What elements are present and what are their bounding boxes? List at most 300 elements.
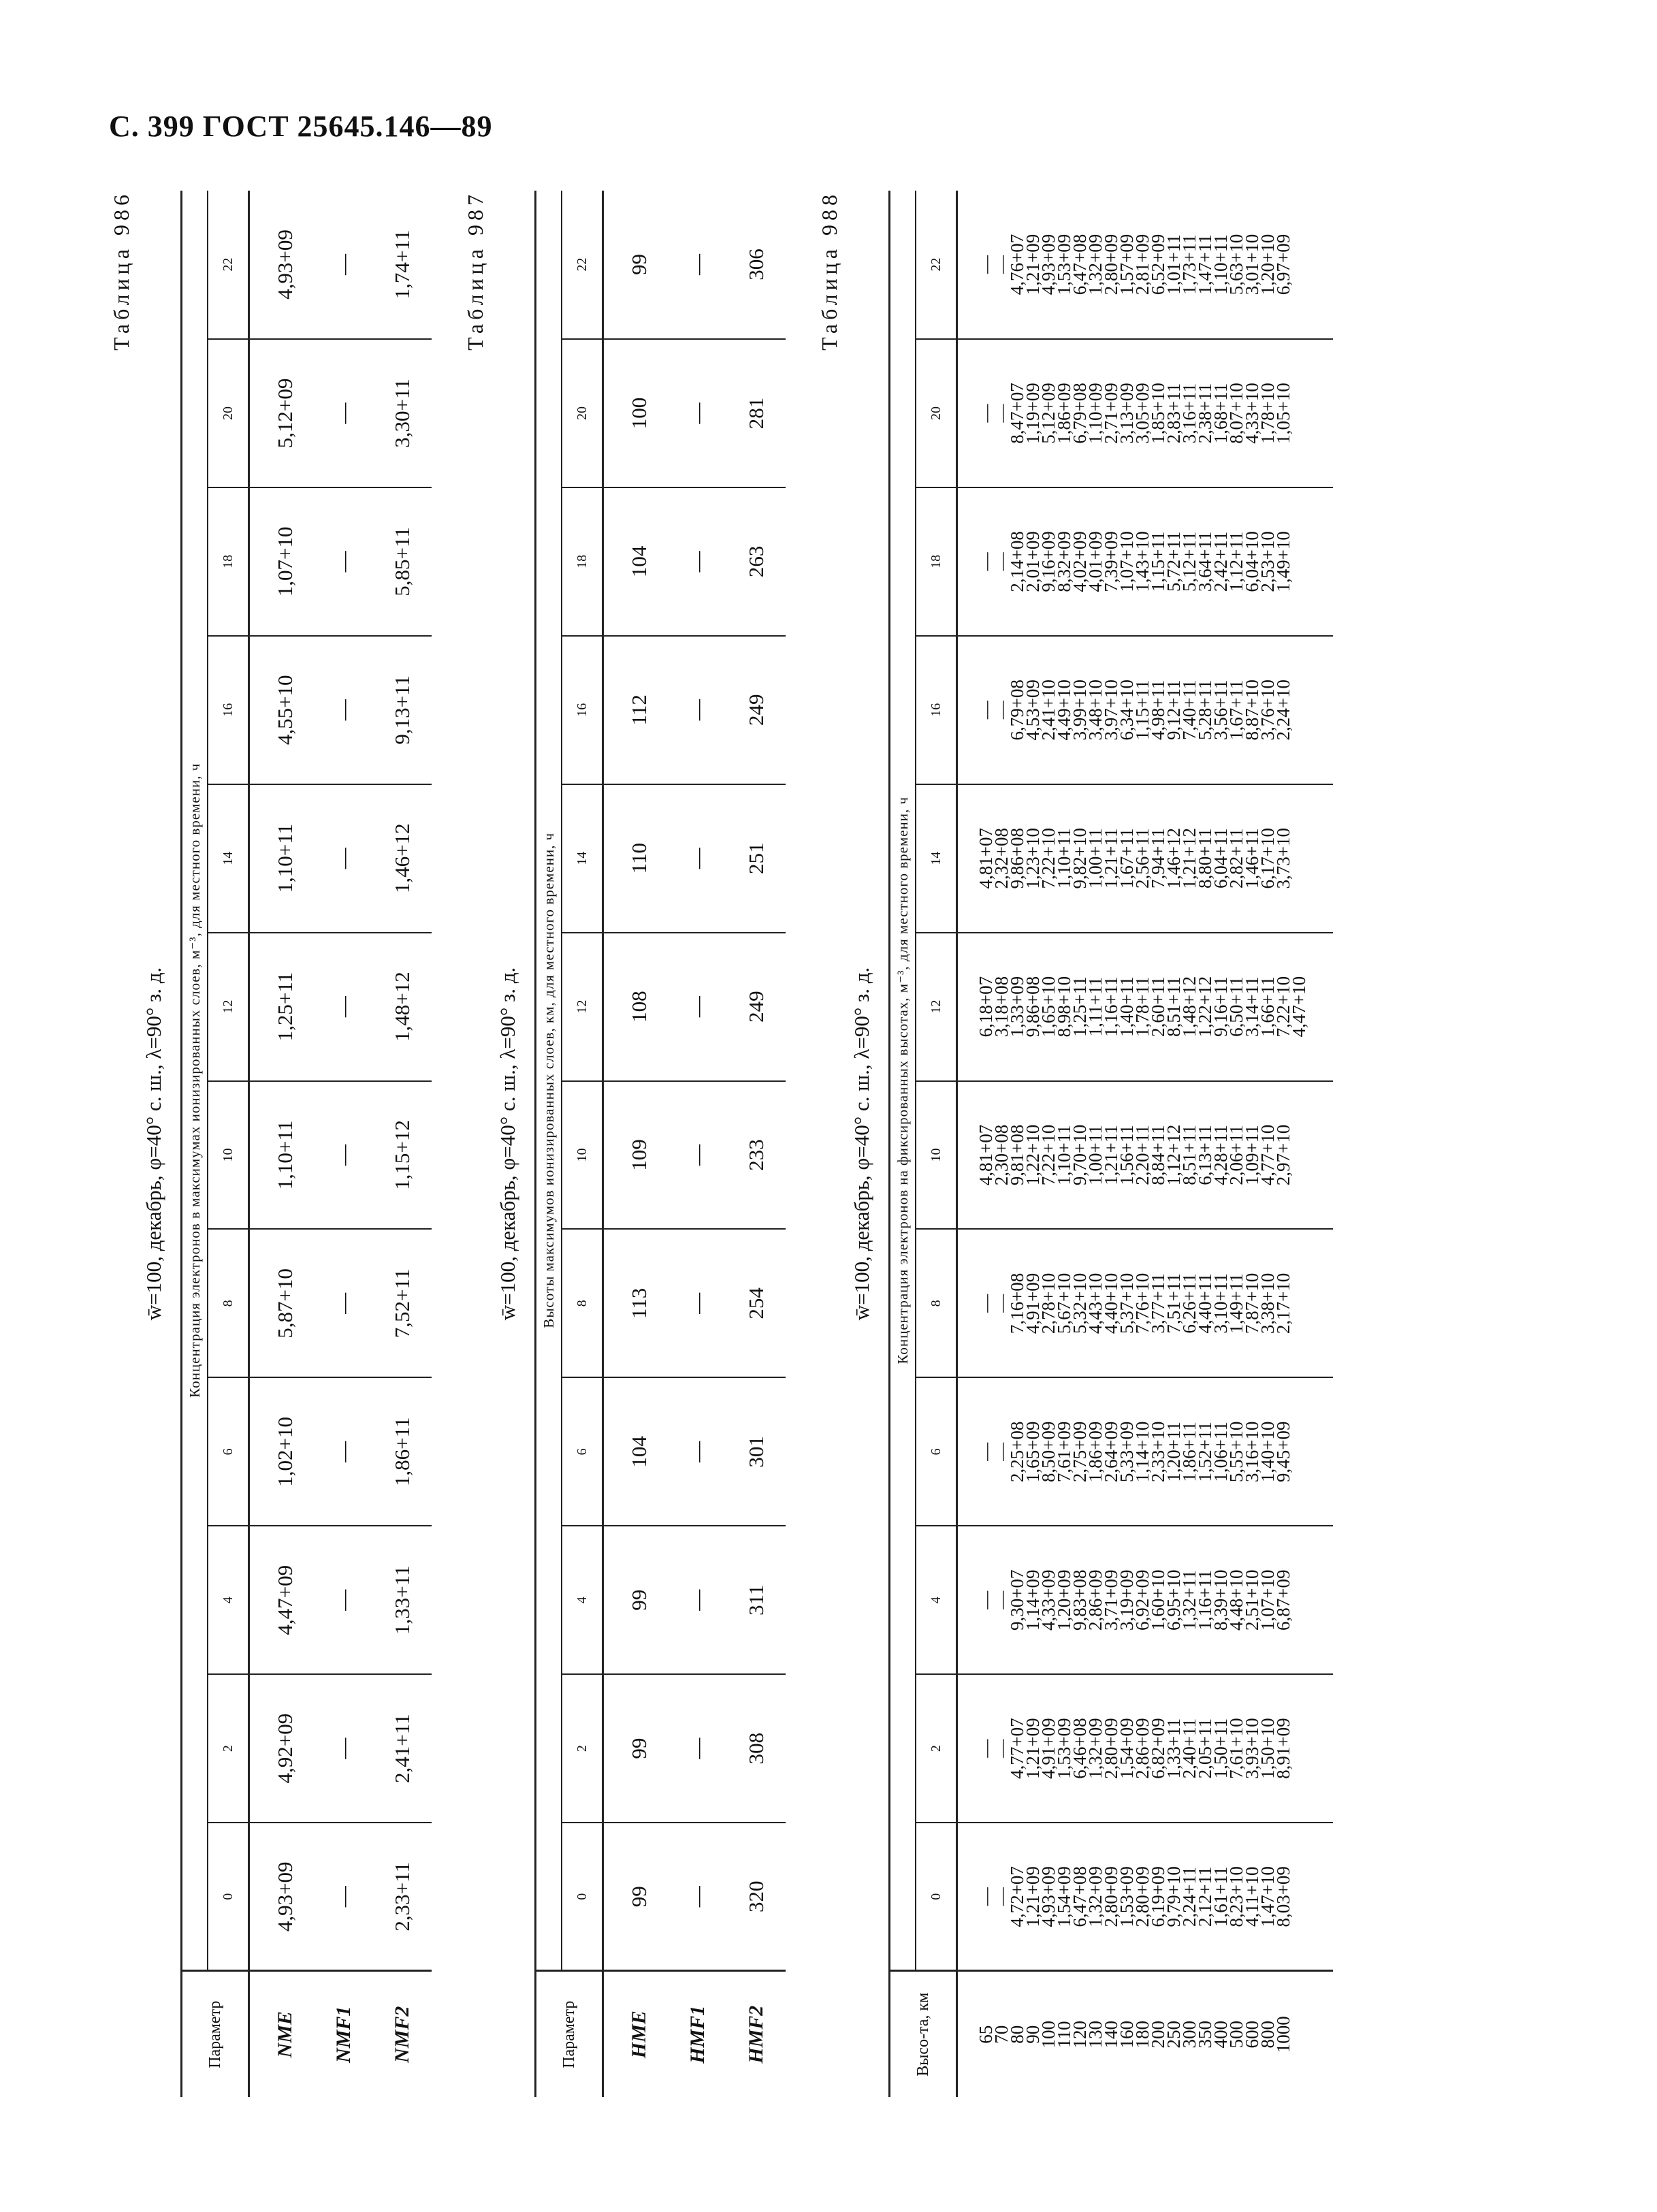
cell-value: — (669, 487, 727, 636)
cell-value: 7,16+08 (1007, 1272, 1027, 1334)
hour-column (957, 1823, 1334, 1971)
cell-value: 1,23+10 (1023, 827, 1043, 889)
param-header: Параметр (182, 1971, 249, 2097)
row-label: NME (249, 1971, 315, 2097)
cell-value: 3,13+09 (1116, 383, 1137, 444)
param-header: Параметр (536, 1971, 603, 2097)
hour-header: 4 (916, 1526, 957, 1674)
cell-value: 7,61+10 (1226, 1718, 1246, 1779)
cell-value: — (991, 1294, 1012, 1313)
cell-value: — (976, 701, 996, 720)
cell-value: 4,40+11 (1195, 1273, 1215, 1334)
cell-value: 2,32+08 (991, 827, 1012, 889)
cell-value: 1,73+11 (1179, 234, 1200, 295)
hour-header: 16 (916, 636, 957, 784)
cell-value: 1,21+09 (1023, 1866, 1043, 1927)
row-label: HME (603, 1971, 669, 2097)
table-supheader: Концентрация электронов в максимумах ионизированных слоев, м⁻³, для местного времени, ч (182, 191, 208, 1971)
hour-header: 10 (208, 1081, 249, 1230)
cell-value: 4,47+10 (1289, 976, 1309, 1038)
cell-value: 2,06+11 (1226, 1125, 1246, 1185)
height-value: 120 (1069, 2021, 1090, 2049)
cell-value: 2,83+11 (1163, 383, 1184, 444)
cell-value: 9,30+07 (1007, 1569, 1027, 1631)
cell-value: 4,93+09 (1038, 1866, 1059, 1927)
cell-value: 8,07+10 (1226, 383, 1246, 444)
row-label: NMF2 (373, 1971, 432, 2097)
cell-value: — (991, 701, 1012, 720)
cell-value: 1,09+11 (1242, 1125, 1262, 1185)
cell-value: 2,78+10 (1038, 1272, 1059, 1334)
cell-value: 301 (727, 1377, 786, 1526)
hour-column (957, 191, 1334, 339)
cell-value: 1,67+11 (1226, 679, 1246, 741)
cell-value: 1,54+09 (1054, 1866, 1074, 1927)
cell-value: — (991, 1442, 1012, 1461)
cell-value: 1,33+11 (1163, 1718, 1184, 1779)
cell-value: 1,78+10 (1257, 383, 1278, 444)
cell-value: 4,77+07 (1007, 1718, 1027, 1779)
hour-header: 0 (916, 1823, 957, 1971)
cell-value: — (669, 1081, 727, 1230)
cell-value: 4,02+09 (1069, 531, 1090, 592)
table-row (249, 191, 315, 2097)
cell-value: 3,10+11 (1210, 1273, 1231, 1334)
cell-value: 1,46+11 (1242, 828, 1262, 888)
cell-value: 4,81+07 (976, 1124, 996, 1186)
cell-value: 1,25+11 (249, 933, 315, 1081)
cell-value: 2,86+09 (1085, 1569, 1106, 1631)
cell-value: 1,56+11 (1116, 1125, 1137, 1185)
height-value: 500 (1226, 2021, 1246, 2049)
cell-value: 8,51+11 (1163, 976, 1184, 1037)
hour-header: 8 (916, 1229, 957, 1377)
rotated-content (109, 191, 1539, 2097)
cell-value: 2,82+11 (1226, 828, 1246, 888)
cell-value: 1,00+11 (1085, 828, 1106, 888)
cell-value: 3,05+09 (1132, 383, 1153, 444)
cell-value: 2,56+11 (1132, 828, 1153, 888)
cell-value: 6,92+09 (1132, 1569, 1153, 1631)
cell-value: 4,93+09 (273, 1861, 297, 1932)
cell-value: 1,22+10 (1023, 1124, 1043, 1186)
cell-value: — (991, 255, 1012, 274)
cell-value: 5,12+11 (1179, 531, 1200, 592)
table-986 (180, 191, 432, 2097)
cell-value: 1,49+10 (1273, 531, 1293, 592)
cell-value: 110 (603, 784, 669, 933)
cell-value: 3,18+08 (991, 976, 1012, 1038)
hour-header: 4 (208, 1526, 249, 1674)
cell-value: 109 (603, 1081, 669, 1230)
cell-value: 3,64+11 (1195, 531, 1215, 592)
hour-column (957, 1081, 1334, 1230)
cell-value: 2,25+08 (1007, 1421, 1027, 1483)
hour-header: 20 (562, 339, 603, 487)
cell-value: 8,32+09 (1054, 531, 1074, 592)
cell-value: — (669, 933, 727, 1081)
cell-value: 8,98+10 (1054, 976, 1074, 1038)
cell-value: 3,97+10 (1101, 679, 1121, 741)
cell-value: 1,53+09 (1054, 234, 1074, 295)
table-row (727, 191, 786, 2097)
height-value: 130 (1085, 2021, 1106, 2049)
cell-value: 1,68+11 (1210, 383, 1231, 444)
hour-header: 12 (916, 933, 957, 1081)
hour-header: 0 (208, 1823, 249, 1971)
cell-value: 4,40+10 (1101, 1272, 1121, 1334)
cell-value: 1,10+11 (249, 784, 315, 933)
hour-header: 0 (562, 1823, 603, 1971)
cell-value: 4,91+09 (1023, 1272, 1043, 1334)
cell-value: 99 (603, 1526, 669, 1674)
cell-value: 6,13+11 (1195, 1125, 1215, 1185)
cell-value: 9,86+08 (1023, 976, 1043, 1038)
cell-value: 1,00+11 (1085, 1125, 1106, 1185)
cell-value: 4,28+11 (1210, 1125, 1231, 1185)
cell-value: — (976, 1739, 996, 1758)
cell-value: 311 (727, 1526, 786, 1674)
cell-value: 4,72+07 (1007, 1866, 1027, 1927)
hour-column (957, 487, 1334, 636)
hour-header: 12 (562, 933, 603, 1081)
cell-value: 1,15+11 (1148, 531, 1168, 592)
cell-value: 2,51+10 (1242, 1569, 1262, 1631)
cell-value: 5,12+09 (249, 339, 315, 487)
cell-value: 8,87+10 (1242, 679, 1262, 741)
cell-value: 7,87+10 (1242, 1272, 1262, 1334)
cell-value: 1,14+10 (1132, 1421, 1153, 1483)
height-value: 70 (991, 2025, 1012, 2044)
cell-value: 6,50+11 (1226, 976, 1246, 1037)
cell-value: 99 (627, 1886, 651, 1908)
hour-column (957, 339, 1334, 487)
cell-value: — (332, 1886, 355, 1908)
hour-header: 14 (208, 784, 249, 933)
cell-value: 8,50+09 (1038, 1421, 1059, 1483)
cell-value: 112 (603, 636, 669, 784)
cell-value: 263 (727, 487, 786, 636)
cell-value: 3,76+10 (1257, 679, 1278, 741)
page-header: С. 399 ГОСТ 25645.146—89 (109, 110, 493, 143)
cell-value: 6,17+10 (1257, 827, 1278, 889)
cell-value: — (669, 191, 727, 339)
hour-header: 6 (208, 1377, 249, 1526)
cell-value: 1,10+11 (249, 1081, 315, 1230)
cell-value: 2,33+10 (1148, 1421, 1168, 1483)
cell-value: 5,87+10 (249, 1229, 315, 1377)
cell-value: 9,16+09 (1038, 531, 1059, 592)
cell-value: 1,33+09 (1007, 976, 1027, 1038)
cell-value: 2,80+09 (1132, 1866, 1153, 1927)
cell-value: 1,16+11 (1195, 1570, 1215, 1631)
cell-value: — (976, 552, 996, 571)
hour-column (957, 1377, 1334, 1526)
table-title: w̄=100, декабрь, φ=40° с. ш., λ=90° з. д. (496, 967, 519, 1321)
cell-value: 1,53+09 (1116, 1866, 1137, 1927)
cell-value: 9,45+09 (1273, 1421, 1293, 1483)
cell-value: 1,21+12 (1179, 827, 1200, 889)
cell-value: 5,37+10 (1116, 1272, 1137, 1334)
cell-value: — (991, 1590, 1012, 1609)
cell-value: 6,19+09 (1148, 1866, 1168, 1927)
hour-column (957, 1229, 1334, 1377)
cell-value: 8,84+11 (1148, 1125, 1168, 1185)
height-value: 350 (1195, 2021, 1215, 2049)
cell-value: 4,47+09 (249, 1526, 315, 1674)
cell-value: 6,18+07 (976, 976, 996, 1038)
cell-value: 9,70+10 (1069, 1124, 1090, 1186)
cell-value: 7,22+10 (1273, 976, 1293, 1038)
cell-value: 113 (603, 1229, 669, 1377)
cell-value: 1,46+12 (373, 784, 432, 933)
cell-value: 6,34+10 (1116, 679, 1137, 741)
cell-value: 5,55+10 (1226, 1421, 1246, 1483)
cell-value: — (976, 1294, 996, 1313)
hour-column (957, 636, 1334, 784)
cell-value: 9,82+10 (1069, 827, 1090, 889)
cell-value: 1,86+11 (373, 1377, 432, 1526)
height-value: 65 (976, 2025, 996, 2044)
cell-value: 2,81+09 (1132, 234, 1153, 295)
cell-value: 1,65+10 (1038, 976, 1059, 1038)
table-row (315, 191, 373, 2097)
cell-value: 3,77+11 (1148, 1273, 1168, 1334)
cell-value: — (991, 404, 1012, 423)
cell-value: 4,48+10 (1226, 1569, 1246, 1631)
cell-value: — (315, 191, 373, 339)
cell-value: 1,47+11 (1195, 234, 1215, 295)
cell-value: 1,11+11 (1085, 976, 1106, 1037)
cell-value: 2,80+09 (1101, 234, 1121, 295)
cell-value: 5,72+11 (1163, 531, 1184, 592)
height-value: 80 (1007, 2025, 1027, 2044)
cell-value: 7,22+10 (1038, 827, 1059, 889)
cell-value: 6,95+10 (1163, 1569, 1184, 1631)
cell-value: 4,01+09 (1085, 531, 1106, 592)
height-header: Высо-та, км (890, 1971, 957, 2097)
height-value: 250 (1163, 2021, 1184, 2049)
cell-value: 1,21+09 (1023, 234, 1043, 295)
cell-value: 3,71+09 (1101, 1569, 1121, 1631)
table-supheader: Концентрация электронов на фиксированных высотах, м⁻³, для местного времени, ч (890, 191, 916, 1971)
table-row (669, 191, 727, 2097)
cell-value: 4,92+09 (249, 1674, 315, 1823)
cell-value: 4,76+07 (1007, 234, 1027, 295)
cell-value: 2,64+09 (1101, 1421, 1121, 1483)
cell-value: 1,50+10 (1257, 1718, 1278, 1779)
cell-value: 1,07+10 (1257, 1569, 1278, 1631)
cell-value: 1,43+10 (1132, 531, 1153, 592)
cell-value: 3,99+10 (1069, 679, 1090, 741)
cell-value: 1,86+11 (1179, 1422, 1200, 1482)
cell-value: 6,52+09 (1148, 234, 1168, 295)
cell-value: 4,98+11 (1148, 679, 1168, 741)
hour-header: 6 (562, 1377, 603, 1526)
height-value: 180 (1132, 2021, 1153, 2049)
row-label: NMF1 (315, 1971, 373, 2097)
cell-value: 3,19+09 (1116, 1569, 1137, 1631)
cell-value: 1,07+10 (1116, 531, 1137, 592)
cell-value: 8,51+11 (1179, 1125, 1200, 1185)
cell-value: 2,20+11 (1132, 1125, 1153, 1185)
cell-value: 99 (603, 1674, 669, 1823)
cell-value: — (315, 933, 373, 1081)
hour-header: 12 (208, 933, 249, 1081)
cell-value: — (315, 1081, 373, 1230)
cell-value: 281 (727, 339, 786, 487)
cell-value: 6,47+08 (1069, 234, 1090, 295)
cell-value: 8,23+10 (1226, 1866, 1246, 1927)
cell-value: 104 (603, 487, 669, 636)
hour-header: 16 (208, 636, 249, 784)
cell-value: — (991, 1887, 1012, 1906)
cell-value: 2,97+10 (1273, 1124, 1293, 1186)
cell-value: 6,97+09 (1273, 234, 1293, 295)
cell-value: 1,33+11 (373, 1526, 432, 1674)
hour-header: 6 (916, 1377, 957, 1526)
cell-value: 2,40+11 (1179, 1718, 1200, 1779)
cell-value: 254 (727, 1229, 786, 1377)
cell-value: 6,79+08 (1069, 383, 1090, 444)
cell-value: 1,15+12 (373, 1081, 432, 1230)
cell-value: 2,42+11 (1210, 531, 1231, 592)
hour-header: 8 (208, 1229, 249, 1377)
cell-value: 4,33+09 (1038, 1569, 1059, 1631)
cell-value: 9,79+10 (1163, 1866, 1184, 1927)
cell-value: — (315, 1229, 373, 1377)
cell-value: 1,52+11 (1195, 1422, 1215, 1482)
cell-value: 2,41+11 (373, 1674, 432, 1823)
cell-value: 1,20+09 (1054, 1569, 1074, 1631)
cell-value: 4,43+10 (1085, 1272, 1106, 1334)
cell-value: 1,02+10 (249, 1377, 315, 1526)
hour-column (957, 1674, 1334, 1823)
cell-value: 2,38+11 (1195, 383, 1215, 444)
cell-value: 2,17+10 (1273, 1272, 1293, 1334)
cell-value: 6,79+08 (1007, 679, 1027, 741)
height-value: 300 (1179, 2021, 1200, 2049)
cell-value: 5,33+09 (1116, 1421, 1137, 1483)
cell-value: 1,32+11 (1179, 1570, 1200, 1631)
cell-value: 1,25+11 (1069, 976, 1090, 1037)
cell-value: 1,54+09 (1116, 1718, 1137, 1779)
table-caption: Таблица 986 (109, 191, 133, 351)
cell-value: 5,67+10 (1054, 1272, 1074, 1334)
table-988 (888, 191, 1333, 2097)
cell-value: 1,40+11 (1116, 976, 1137, 1037)
cell-value: 7,40+11 (1179, 679, 1200, 741)
cell-value: 3,14+11 (1242, 976, 1262, 1037)
cell-value: 2,80+09 (1101, 1866, 1121, 1927)
cell-value: 8,91+09 (1273, 1718, 1293, 1779)
table-title: w̄=100, декабрь, φ=40° с. ш., λ=90° з. д. (850, 967, 873, 1321)
cell-value: 1,12+12 (1163, 1124, 1184, 1186)
hour-header: 14 (916, 784, 957, 933)
table-caption: Таблица 987 (463, 191, 487, 351)
cell-value: 4,33+10 (1242, 383, 1262, 444)
hour-header: 18 (562, 487, 603, 636)
cell-value: 2,24+11 (1179, 1866, 1200, 1927)
cell-value: — (991, 1739, 1012, 1758)
cell-value: 6,04+11 (1210, 828, 1231, 888)
cell-value: 2,71+09 (1101, 383, 1121, 444)
cell-value: 1,66+11 (1257, 976, 1278, 1037)
cell-value: 1,12+11 (1226, 531, 1246, 592)
cell-value: — (669, 1229, 727, 1377)
cell-value: 1,46+12 (1163, 827, 1184, 889)
hour-header: 22 (208, 191, 249, 339)
cell-value: 7,61+09 (1054, 1421, 1074, 1483)
height-column (957, 1971, 1334, 2097)
cell-value: 4,55+10 (249, 636, 315, 784)
height-value: 200 (1148, 2021, 1168, 2049)
cell-value: — (669, 1674, 727, 1823)
cell-value: — (669, 636, 727, 784)
cell-value: 1,05+10 (1273, 383, 1293, 444)
cell-value: 1,15+11 (1132, 679, 1153, 741)
cell-value: 2,86+09 (1132, 1718, 1153, 1779)
cell-value: — (669, 1377, 727, 1526)
cell-value: 5,63+10 (1226, 234, 1246, 295)
hour-header: 18 (916, 487, 957, 636)
hour-header: 8 (562, 1229, 603, 1377)
hour-column (957, 933, 1334, 1081)
cell-value: 8,47+07 (1007, 383, 1027, 444)
hour-header: 10 (562, 1081, 603, 1230)
cell-value: 1,20+10 (1257, 234, 1278, 295)
cell-value: 9,12+11 (1163, 679, 1184, 741)
cell-value: 1,48+12 (373, 933, 432, 1081)
cell-value: 5,85+11 (373, 487, 432, 636)
cell-value: — (686, 1886, 709, 1908)
hour-header: 20 (208, 339, 249, 487)
table-title: w̄=100, декабрь, φ=40° с. ш., λ=90° з. д. (142, 967, 165, 1321)
cell-value: 1,57+09 (1116, 234, 1137, 295)
hour-column (957, 784, 1334, 933)
cell-value: 1,16+11 (1101, 976, 1121, 1037)
cell-value: 4,91+09 (1038, 1718, 1059, 1779)
cell-value: 100 (603, 339, 669, 487)
cell-value: — (315, 1526, 373, 1674)
cell-value: 2,05+11 (1195, 1718, 1215, 1779)
cell-value: 2,14+08 (1007, 531, 1027, 592)
cell-value: 4,93+09 (1038, 234, 1059, 295)
cell-value: 4,49+10 (1054, 679, 1074, 741)
hour-header: 18 (208, 487, 249, 636)
cell-value: 2,01+09 (1023, 531, 1043, 592)
cell-value: 1,06+11 (1210, 1422, 1231, 1482)
hour-header: 14 (562, 784, 603, 933)
height-value: 160 (1116, 2021, 1137, 2049)
height-value: 800 (1257, 2021, 1278, 2049)
cell-value: 6,46+08 (1069, 1718, 1090, 1779)
height-value: 600 (1242, 2021, 1262, 2049)
cell-value: 1,10+11 (1054, 1125, 1074, 1185)
cell-value: — (315, 487, 373, 636)
cell-value: 5,28+11 (1195, 679, 1215, 741)
cell-value: 6,87+09 (1273, 1569, 1293, 1631)
cell-value: 3,16+10 (1242, 1421, 1262, 1483)
cell-value: — (669, 784, 727, 933)
cell-value: 99 (603, 191, 669, 339)
cell-value: 3,93+10 (1242, 1718, 1262, 1779)
height-value: 110 (1054, 2021, 1074, 2048)
cell-value: — (315, 1377, 373, 1526)
cell-value: 1,22+12 (1195, 976, 1215, 1038)
cell-value: 1,10+11 (1210, 234, 1231, 295)
cell-value: 1,32+09 (1085, 234, 1106, 295)
